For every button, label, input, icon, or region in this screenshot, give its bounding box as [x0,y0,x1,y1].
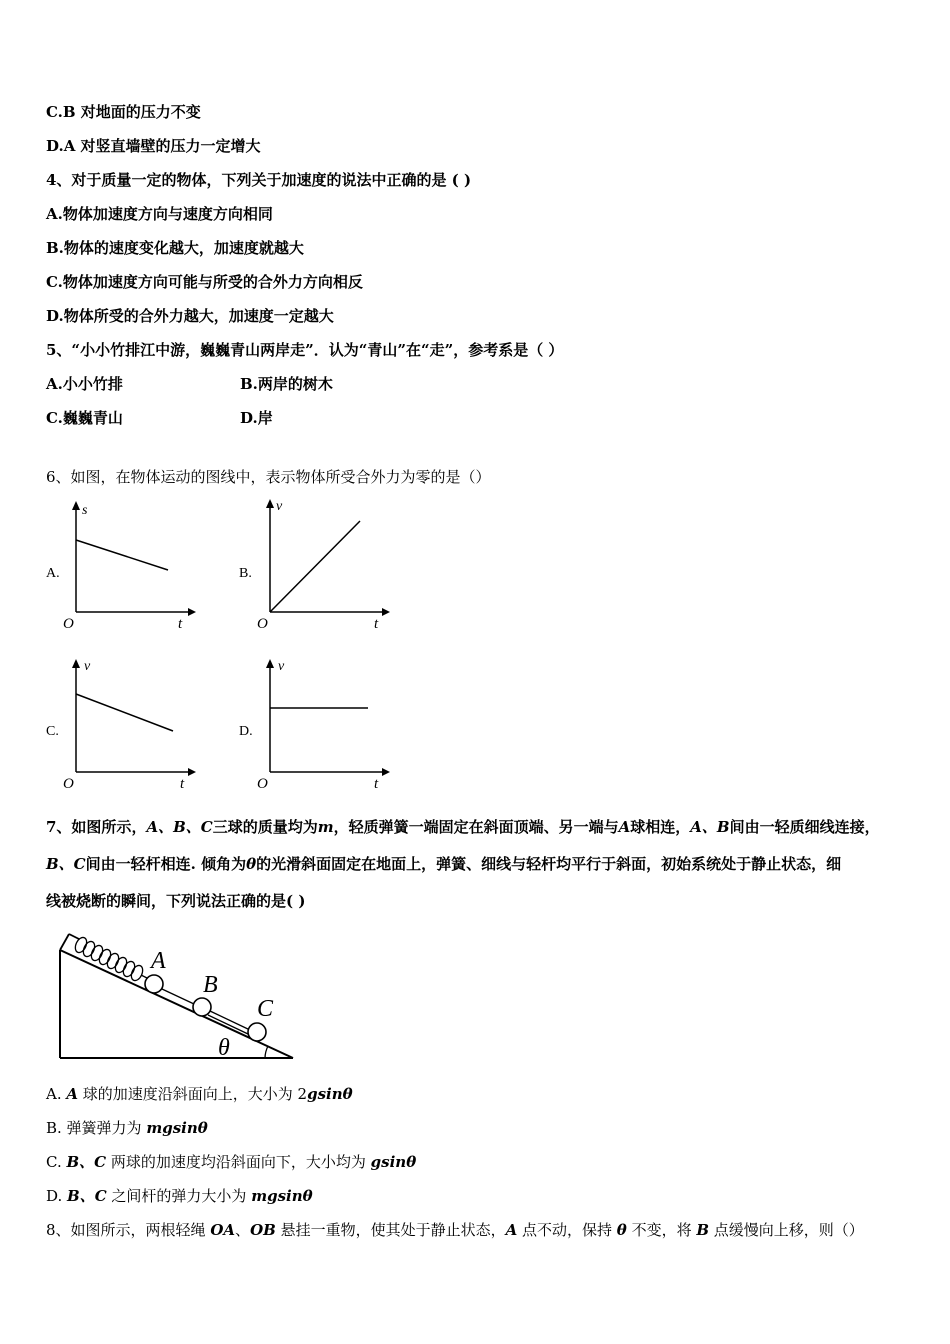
ball-b [193,998,211,1016]
q7-option-d: D. B、C 之间杆的弹力大小为 mgsinθ [46,1187,313,1205]
graph-b-y-label: v [276,499,283,514]
graph-d [254,654,394,794]
label-theta: θ [218,1035,230,1061]
graph-c-x-label: t [180,776,185,792]
q7-stem-line1: 7、如图所示，A、B、C三球的质量均为m，轻质弹簧一端固定在斜面顶端、另一端与A球相连，A、B间由一轻质细线连接， [46,818,880,836]
graph-d-label: D. [239,724,253,739]
q7-stem-line3: 线被烧断的瞬间，下列说法正确的是( ) [46,892,306,910]
ball-c [248,1023,266,1041]
graph-b-label: B. [239,566,252,581]
ball-a [145,975,163,993]
graph-a-y-label: s [82,503,88,518]
label-c: C [257,996,274,1022]
incline-figure [55,928,300,1063]
graph-d-origin: O [257,776,268,792]
q6-stem: 6、如图，在物体运动的图线中，表示物体所受合外力为零的是（） [46,468,491,486]
q4-option-d: D.物体所受的合外力越大，加速度一定越大 [46,307,334,325]
q7-option-c: C. B、C 两球的加速度均沿斜面向下，大小均为 gsinθ [46,1153,417,1171]
q4-option-c: C.物体加速度方向可能与所受的合外力方向相反 [46,273,363,291]
q7-option-b: B. 弹簧弹力为 mgsinθ [46,1119,208,1137]
q5-option-b: B.两岸的树木 [240,375,333,393]
q5-option-a: A.小小竹排 [46,375,123,393]
q4-stem: 4、对于质量一定的物体，下列关于加速度的说法中正确的是 ( ) [46,171,472,189]
q4-option-a: A.物体加速度方向与速度方向相同 [46,205,273,223]
graph-c [60,654,200,794]
graph-d-x-label: t [374,776,379,792]
q5-stem: 5、“小小竹排江中游，巍巍青山两岸走”．认为“青山”在“走”，参考系是（ ） [46,341,564,359]
graph-b [254,494,394,634]
graph-a-origin: O [63,616,74,632]
graph-d-y-label: v [278,659,285,674]
graph-a-label: A. [46,566,60,581]
graph-c-label: C. [46,724,59,739]
graph-a-x-label: t [178,616,183,632]
graph-b-x-label: t [374,616,379,632]
q8-stem: 8、如图所示，两根轻绳 OA、OB 悬挂一重物，使其处于静止状态，A 点不动，保持 θ 不变，将 B 点缓慢向上移，则（） [46,1221,864,1239]
graph-b-origin: O [257,616,268,632]
graph-c-y-label: v [84,659,91,674]
q5-option-d: D.岸 [240,409,273,427]
q7-option-a: A. A 球的加速度沿斜面向上，大小为 2gsinθ [46,1085,353,1103]
label-b: B [203,972,218,998]
q5-option-c: C.巍巍青山 [46,409,123,427]
label-a: A [151,948,166,974]
graph-a [60,498,200,634]
graph-c-origin: O [63,776,74,792]
spring [73,936,145,983]
q3-option-d: D.A 对竖直墙壁的压力一定增大 [46,137,261,155]
q4-option-b: B.物体的速度变化越大，加速度就越大 [46,239,304,257]
q7-stem-line2: B、C间由一轻杆相连. 倾角为θ的光滑斜面固定在地面上，弹簧、细线与轻杆均平行于斜面，初始系统处于静止状态，细 [46,855,842,873]
q3-option-c: C.B 对地面的压力不变 [46,103,201,121]
